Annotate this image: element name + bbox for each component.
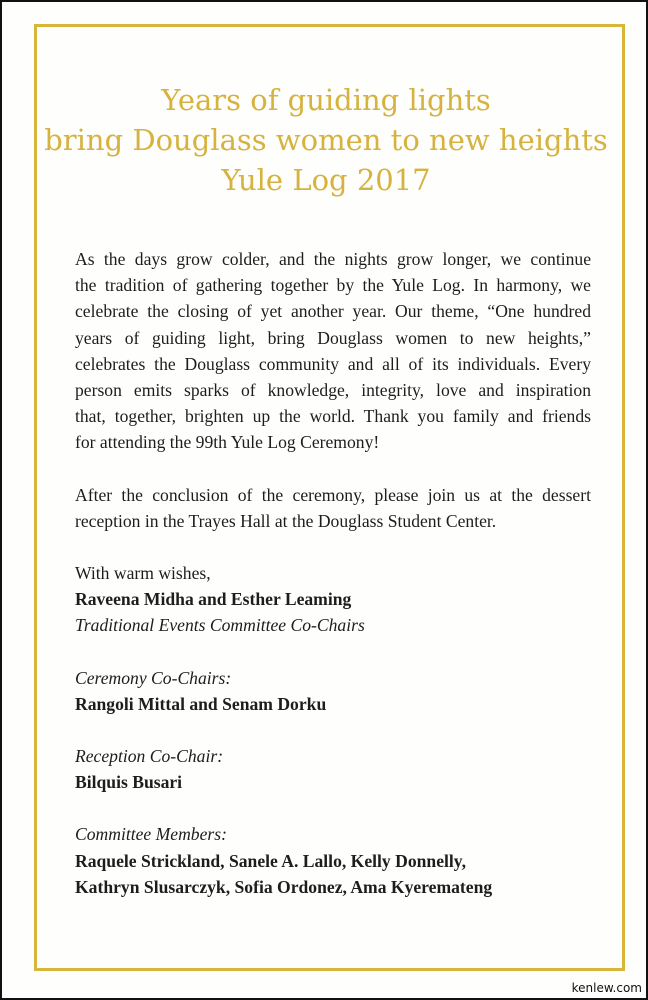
- signoff-names: Raveena Midha and Esther Leaming: [75, 589, 352, 610]
- letter-body: [75, 246, 591, 900]
- text-line: for attending the 99th Yule Log Ceremony!: [75, 432, 380, 453]
- watermark-credit: kenlew.com: [571, 981, 642, 995]
- ceremony-chairs-names: Rangoli Mittal and Senam Dorku: [75, 693, 327, 714]
- title-line: Years of guiding lights: [161, 83, 491, 117]
- committee-names: Raquele Strickland, Sanele A. Lallo, Kelly Donnelly,: [75, 850, 467, 871]
- signoff-role: Traditional Events Committee Co-Chairs: [75, 615, 365, 636]
- text-line: As the days grow colder, and the nights grow longer, we continue: [75, 249, 591, 269]
- text-line: celebrates the Douglass community and all of its individuals. Every: [75, 353, 591, 374]
- text-line: After the conclusion of the ceremony, please join us at the dessert: [75, 484, 591, 505]
- reception-chair-names: Bilquis Busari: [75, 772, 183, 793]
- intro-paragraph: [75, 246, 591, 456]
- reception-paragraph: [75, 482, 591, 534]
- page-title: [2, 80, 648, 200]
- title-line: Yule Log 2017: [221, 163, 431, 197]
- text-line: reception in the Trayes Hall at the Douglass Student Center.: [75, 510, 497, 531]
- ceremony-chairs-block: [75, 665, 591, 717]
- committee-label: Committee Members:: [75, 824, 227, 845]
- text-line: that, together, brighten up the world. Thank you family and friends: [75, 406, 591, 427]
- committee-names: Kathryn Slusarczyk, Sofia Ordonez, Ama Kyeremateng: [75, 876, 493, 897]
- reception-chair-label: Reception Co-Chair:: [75, 746, 224, 767]
- text-line: the tradition of gathering together by the Yule Log. In harmony, we: [75, 275, 591, 296]
- text-line: celebrate the closing of yet another year. Our theme, “One hundred: [75, 301, 591, 322]
- committee-block: [75, 821, 591, 900]
- signoff-greeting: With warm wishes,: [75, 563, 211, 584]
- reception-chair-block: [75, 743, 591, 795]
- title-line: bring Douglass women to new heights: [44, 123, 608, 157]
- ceremony-chairs-label: Ceremony Co-Chairs:: [75, 667, 232, 688]
- signoff-block: [75, 560, 591, 639]
- text-line: person emits sparks of knowledge, integrity, love and inspiration: [75, 380, 591, 401]
- text-line: years of guiding light, bring Douglass women to new heights,”: [75, 327, 591, 348]
